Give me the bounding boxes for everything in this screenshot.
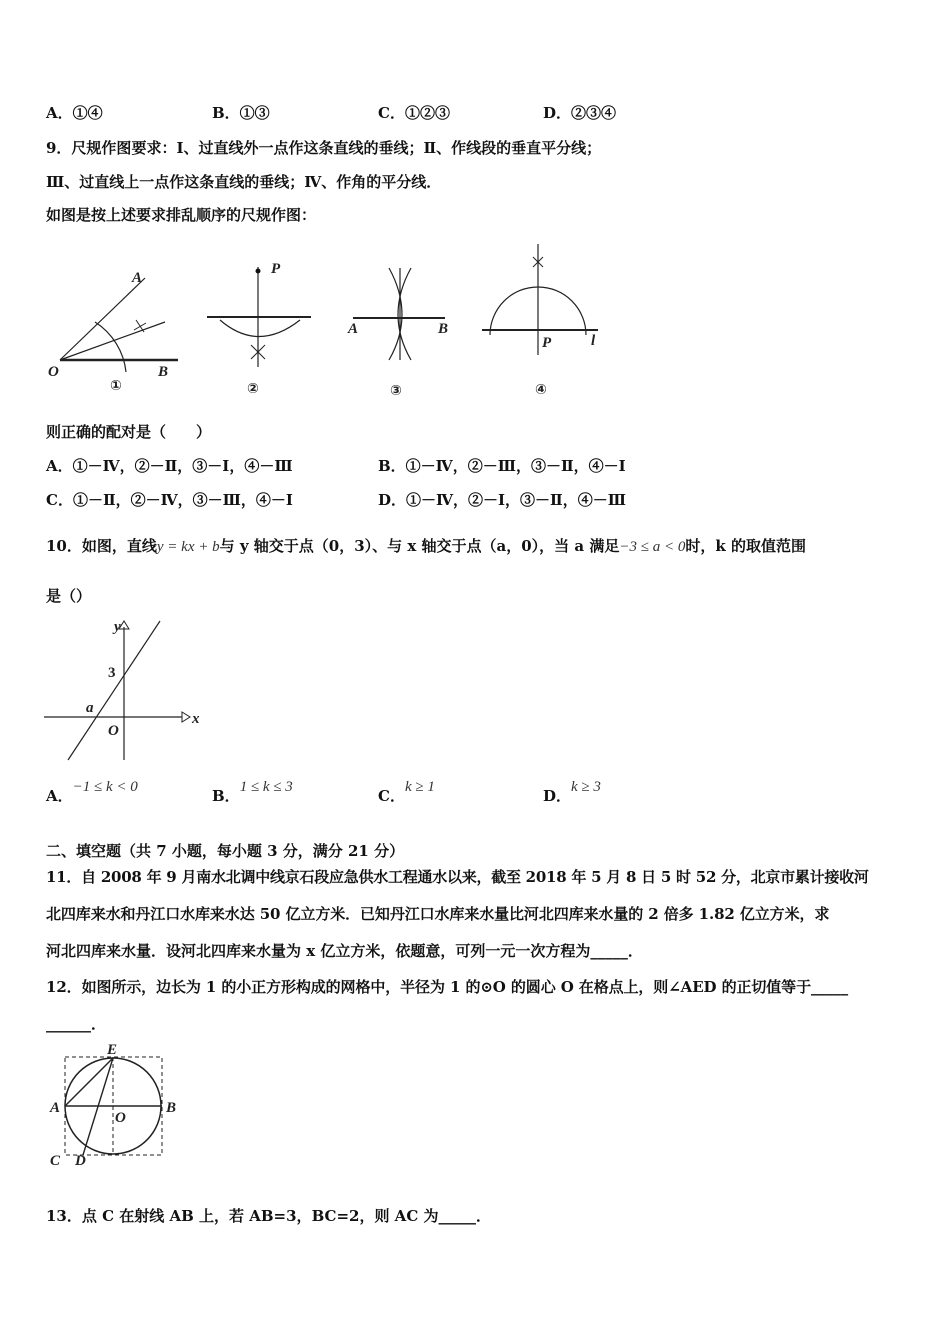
fig3-label-a: A	[348, 321, 359, 337]
fig2-label-p: P	[271, 261, 281, 277]
fig4-number: ④	[535, 382, 547, 398]
q12-label-e: E	[107, 1042, 118, 1058]
q11-line-1: 11．自 2008 年 9 月南水北调中线京石段应急供水工程通水以来，截至 2018 年 5 月 8 日 5 时 52 分，北京市累计接收河	[46, 868, 869, 886]
q12-label-b: B	[166, 1100, 177, 1116]
q12-label-a: A	[50, 1100, 61, 1116]
q9-option-c: C．①－Ⅱ，②－Ⅳ，③－Ⅲ，④－Ⅰ	[46, 491, 293, 509]
q12-label-o: O	[115, 1110, 126, 1126]
q9-figure-1	[40, 260, 190, 400]
fig1-label-a: A	[132, 270, 143, 286]
q10-option-b	[212, 779, 293, 806]
q10-option-c-formula: k ≥ 1	[404, 779, 435, 795]
q12-line-1: 12．如图所示，边长为 1 的小正方形构成的网格中，半径为 1 的⊙O 的圆心 O 在格点上，则∠AED 的正切值等于_____	[46, 978, 848, 996]
q10-option-d	[543, 779, 601, 806]
q13-line-1: 13．点 C 在射线 AB 上，若 AB=3，BC=2，则 AC 为_____．	[46, 1207, 491, 1225]
q8-option-b: B．①③	[212, 104, 270, 122]
q9-line-3: 如图是按上述要求排乱顺序的尺规作图：	[46, 206, 317, 224]
fig3-label-b: B	[438, 321, 449, 337]
fig4-label-l: l	[591, 333, 596, 349]
q10-option-c	[378, 779, 435, 806]
q8-option-c: C．①②③	[378, 104, 450, 122]
q8-option-d: D．②③④	[543, 104, 617, 122]
q12-line-2: ______．	[46, 1015, 107, 1033]
q10-option-a-label: A．	[46, 787, 73, 805]
q9-option-d: D．①－Ⅳ，②－Ⅰ，③－Ⅱ，④－Ⅲ	[378, 491, 626, 509]
q10-option-b-label: B．	[212, 787, 240, 805]
graph-label-3: 3	[108, 665, 116, 681]
q11-line-2: 北四库来水和丹江口水库来水达 50 亿立方米．已知丹江口水库来水量比河北四库来水量的 2 倍多 1.82 亿立方米，求	[46, 905, 830, 923]
q10-option-d-label: D．	[543, 787, 572, 805]
q10-option-d-formula: k ≥ 3	[571, 779, 601, 795]
q12-figure	[45, 1040, 185, 1170]
q9-figure-2	[205, 255, 315, 400]
q10-option-a	[46, 779, 138, 806]
q10-option-c-label: C．	[378, 787, 405, 805]
q9-option-b: B．①－Ⅳ，②－Ⅲ，③－Ⅱ，④－Ⅰ	[378, 457, 626, 475]
q10-graph	[42, 615, 212, 765]
q10-text-3: 时，k 的取值范围	[685, 537, 806, 555]
fig1-label-o: O	[48, 364, 59, 380]
graph-label-o: O	[108, 723, 119, 739]
q12-label-d: D	[75, 1153, 86, 1169]
fig1-label-b: B	[158, 364, 169, 380]
q10-option-a-formula: −1 ≤ k < 0	[72, 779, 138, 795]
q10-formula-line: y = kx + b	[156, 539, 220, 555]
fig1-number: ①	[110, 378, 122, 394]
fig2-number: ②	[247, 381, 259, 397]
q11-line-3: 河北四库来水量．设河北四库来水量为 x 亿立方米，依题意，可列一元一次方程为_____．	[46, 942, 643, 960]
q9-line-2: Ⅲ、过直线上一点作这条直线的垂线；Ⅳ、作角的平分线．	[46, 173, 442, 191]
graph-label-a: a	[86, 700, 94, 716]
q9-option-a: A．①－Ⅳ，②－Ⅱ，③－Ⅰ，④－Ⅲ	[46, 457, 293, 475]
q10-text-1: 10．如图，直线	[46, 537, 157, 555]
q10-line-2: 是（）	[46, 587, 92, 605]
graph-label-x: x	[192, 711, 200, 727]
q9-question: 则正确的配对是（ ）	[46, 423, 212, 441]
fig4-label-p: P	[542, 335, 552, 351]
fig3-number: ③	[390, 383, 402, 399]
q10-text-2: 与 y 轴交于点（0，3）、与 x 轴交于点（a，0），当 a 满足	[219, 537, 620, 555]
q9-line-1: 9．尺规作图要求：Ⅰ、过直线外一点作这条直线的垂线；Ⅱ、作线段的垂直平分线；	[46, 139, 602, 157]
q10-option-b-formula: 1 ≤ k ≤ 3	[239, 779, 293, 795]
q9-figure-4	[478, 240, 608, 400]
q12-label-c: C	[50, 1153, 61, 1169]
graph-label-y: y	[114, 619, 121, 635]
q9-figure-3	[345, 260, 455, 405]
section-2-heading: 二、填空题（共 7 小题，每小题 3 分，满分 21 分）	[46, 842, 405, 860]
q8-option-a: A．①④	[46, 104, 103, 122]
q10-line-1	[46, 535, 806, 556]
q10-formula-range: −3 ≤ a < 0	[619, 539, 686, 555]
